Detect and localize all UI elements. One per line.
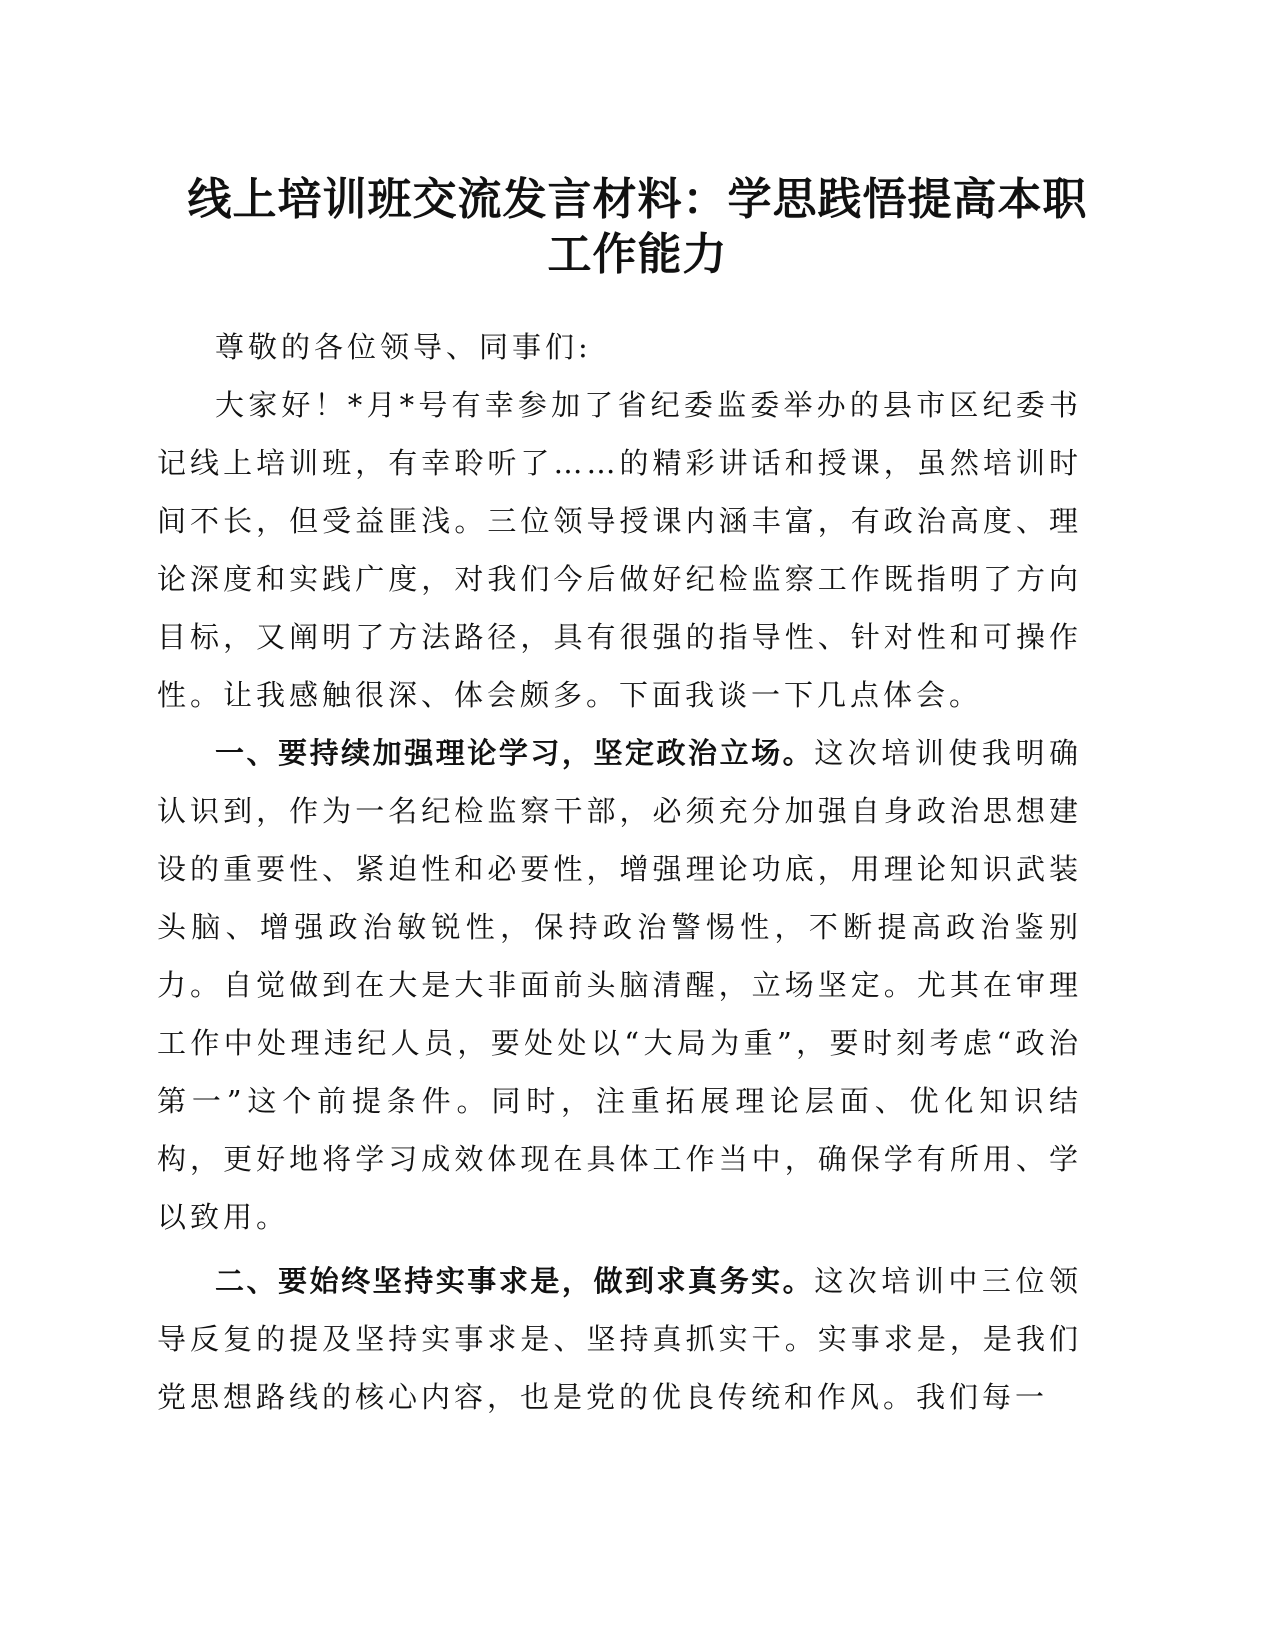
title-line-1: 线上培训班交流发言材料：学思践悟提高本职: [187, 174, 1088, 225]
greeting-paragraph: 尊敬的各位领导、同事们:: [215, 330, 592, 364]
intro-paragraph: 大家好！*月*号有幸参加了省纪委监委举办的县市区纪委书记线上培训班，有幸聆听了……的精彩讲话和授课，虽然培训时间不长，但受益匪浅。三位领导授课内涵丰富，有政治高度、理论深度和实践广度，对我们今后做好纪检监察工作既指明了方向目标，又阐明了方法路径，具有很强的指导性、针对性和可操作性。让我感触很深、体会颇多。下面我谈一下几点体会。: [157, 388, 1082, 712]
section-1-heading: 一、要持续加强理论学习，坚定政治立场。: [215, 736, 815, 770]
section-2-heading: 二、要始终坚持实事求是，做到求真务实。: [215, 1264, 815, 1298]
document-title: [150, 172, 1125, 282]
document-body: [157, 318, 1082, 1426]
section-1-text: 这次培训使我明确认识到，作为一名纪检监察干部，必须充分加强自身政治思想建设的重要性、紧迫性和必要性，增强理论功底，用理论知识武装头脑、增强政治敏锐性，保持政治警惕性，不断提高政治鉴别力。自觉做到在大是大非面前头脑清醒，立场坚定。尤其在审理工作中处理违纪人员，要处处以“大局为重”，要时刻考虑“政治第一”这个前提条件。同时，注重拓展理论层面、优化知识结构，更好地将学习成效体现在具体工作当中，确保学有所用、学以致用。: [157, 736, 1082, 1234]
section-1-paragraph: [157, 724, 1082, 1246]
section-2-paragraph: [157, 1252, 1082, 1426]
section-2-text: 这次培训中三位领导反复的提及坚持实事求是、坚持真抓实干。实事求是，是我们党思想路线的核心内容，也是党的优良传统和作风。我们每一: [157, 1264, 1082, 1414]
title-line-2: 工作能力: [547, 229, 728, 280]
